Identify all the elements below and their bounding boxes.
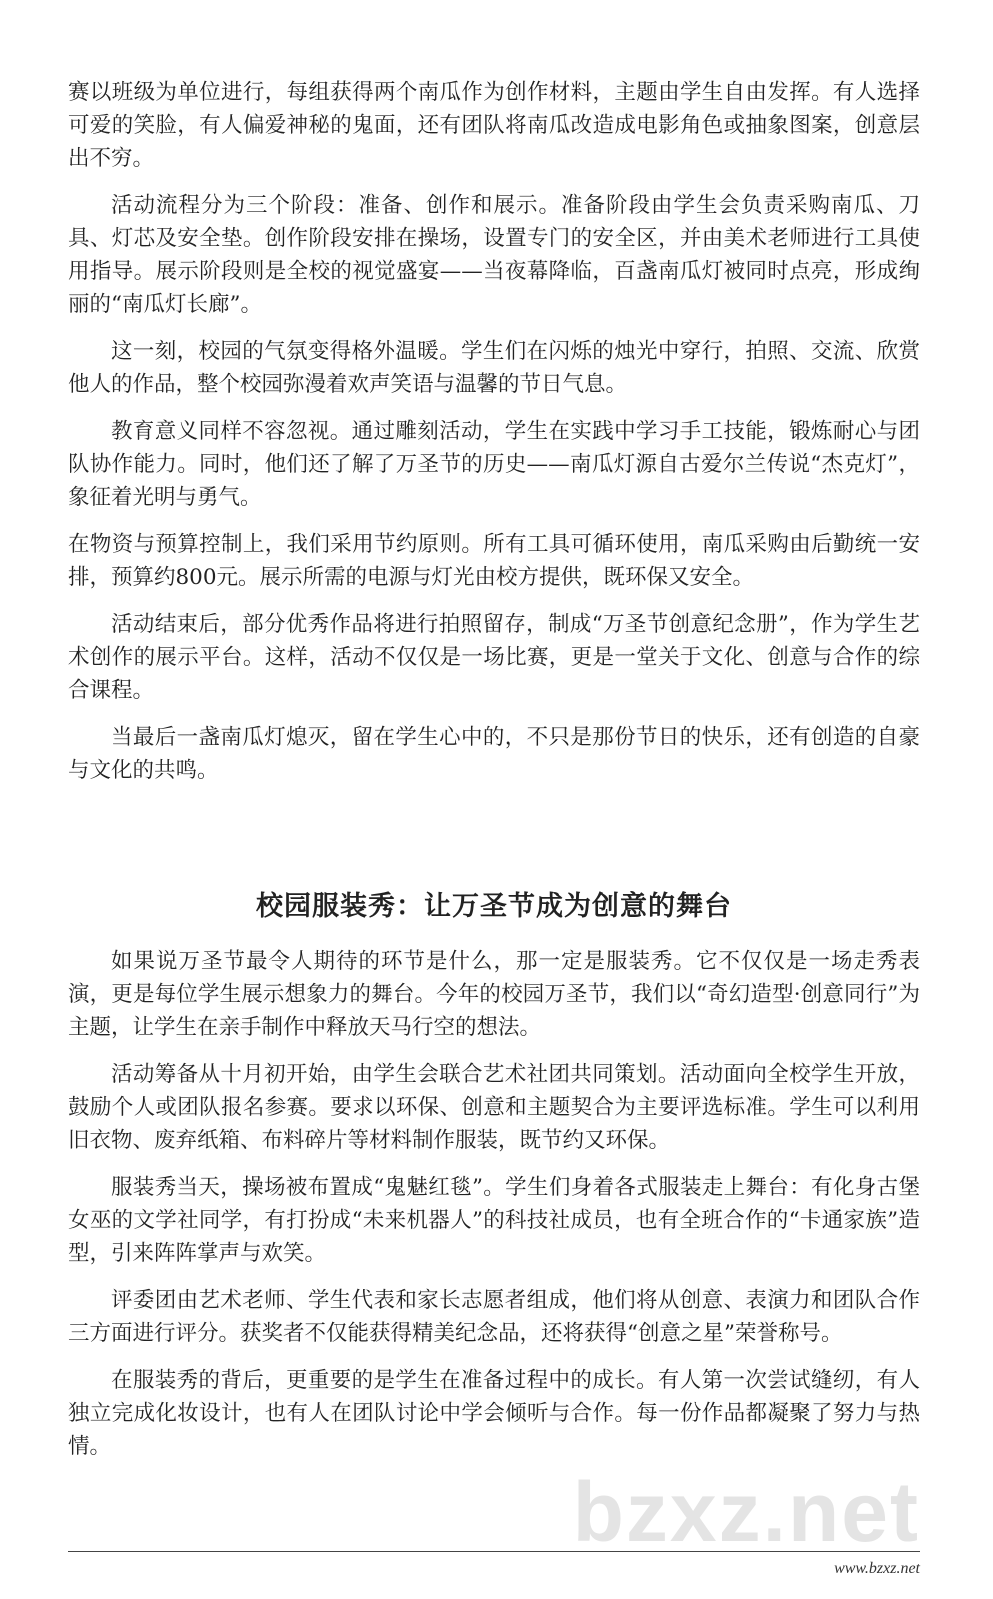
paragraph: 这一刻，校园的气氛变得格外温暖。学生们在闪烁的烛光中穿行，拍照、交流、欣赏他人的作品，整个校园弥漫着欢声笑语与温馨的节日气息。 <box>68 339 920 397</box>
paragraph: 如果说万圣节最令人期待的环节是什么，那一定是服装秀。它不仅仅是一场走秀表演，更是每位学生展示想象力的舞台。今年的校园万圣节，我们以“奇幻造型·创意同行”为主题，让学生在亲手制作中释放天马行空的想法。 <box>68 949 920 1040</box>
pumpkin-section <box>68 76 920 787</box>
document-body <box>68 76 920 1463</box>
watermark-logo: bzxz.net <box>572 1465 920 1559</box>
paragraph: 教育意义同样不容忽视。通过雕刻活动，学生在实践中学习手工技能，锻炼耐心与团队协作能力。同时，他们还了解了万圣节的历史——南瓜灯源自古爱尔兰传说“杰克灯”，象征着光明与勇气。 <box>68 419 920 510</box>
paragraph: 活动流程分为三个阶段：准备、创作和展示。准备阶段由学生会负责采购南瓜、刀具、灯芯及安全垫。创作阶段安排在操场，设置专门的安全区，并由美术老师进行工具使用指导。展示阶段则是全校的视觉盛宴——当夜幕降临，百盏南瓜灯被同时点亮，形成绚丽的“南瓜灯长廊”。 <box>68 193 920 317</box>
footer-url: www.bzxz.net <box>834 1560 920 1577</box>
paragraph: 赛以班级为单位进行，每组获得两个南瓜作为创作材料，主题由学生自由发挥。有人选择可爱的笑脸，有人偏爱神秘的鬼面，还有团队将南瓜改造成电影角色或抽象图案，创意层出不穷。 <box>68 80 920 171</box>
paragraph: 活动结束后，部分优秀作品将进行拍照留存，制成“万圣节创意纪念册”，作为学生艺术创作的展示平台。这样，活动不仅仅是一场比赛，更是一堂关于文化、创意与合作的综合课程。 <box>68 612 920 703</box>
paragraph: 在物资与预算控制上，我们采用节约原则。所有工具可循环使用，南瓜采购由后勤统一安排，预算约800元。展示所需的电源与灯光由校方提供，既环保又安全。 <box>68 532 920 590</box>
watermark-row <box>68 1465 920 1559</box>
paragraph: 评委团由艺术老师、学生代表和家长志愿者组成，他们将从创意、表演力和团队合作三方面进行评分。获奖者不仅能获得精美纪念品，还将获得“创意之星”荣誉称号。 <box>68 1288 920 1346</box>
footer <box>68 1552 920 1579</box>
section-heading: 校园服装秀：让万圣节成为创意的舞台 <box>256 891 732 922</box>
paragraph: 当最后一盏南瓜灯熄灭，留在学生心中的，不只是那份节日的快乐，还有创造的自豪与文化的共鸣。 <box>68 725 920 783</box>
paragraph: 服装秀当天，操场被布置成“鬼魅红毯”。学生们身着各式服装走上舞台：有化身古堡女巫的文学社同学，有打扮成“未来机器人”的科技社成员，也有全班合作的“卡通家族”造型，引来阵阵掌声与欢笑。 <box>68 1175 920 1266</box>
paragraph: 在服装秀的背后，更重要的是学生在准备过程中的成长。有人第一次尝试缝纫，有人独立完成化妆设计，也有人在团队讨论中学会倾听与合作。每一份作品都凝聚了努力与热情。 <box>68 1368 920 1459</box>
paragraph: 活动筹备从十月初开始，由学生会联合艺术社团共同策划。活动面向全校学生开放，鼓励个人或团队报名参赛。要求以环保、创意和主题契合为主要评选标准。学生可以利用旧衣物、废弃纸箱、布料碎片等材料制作服装，既节约又环保。 <box>68 1062 920 1153</box>
costume-show-section <box>68 887 920 1463</box>
